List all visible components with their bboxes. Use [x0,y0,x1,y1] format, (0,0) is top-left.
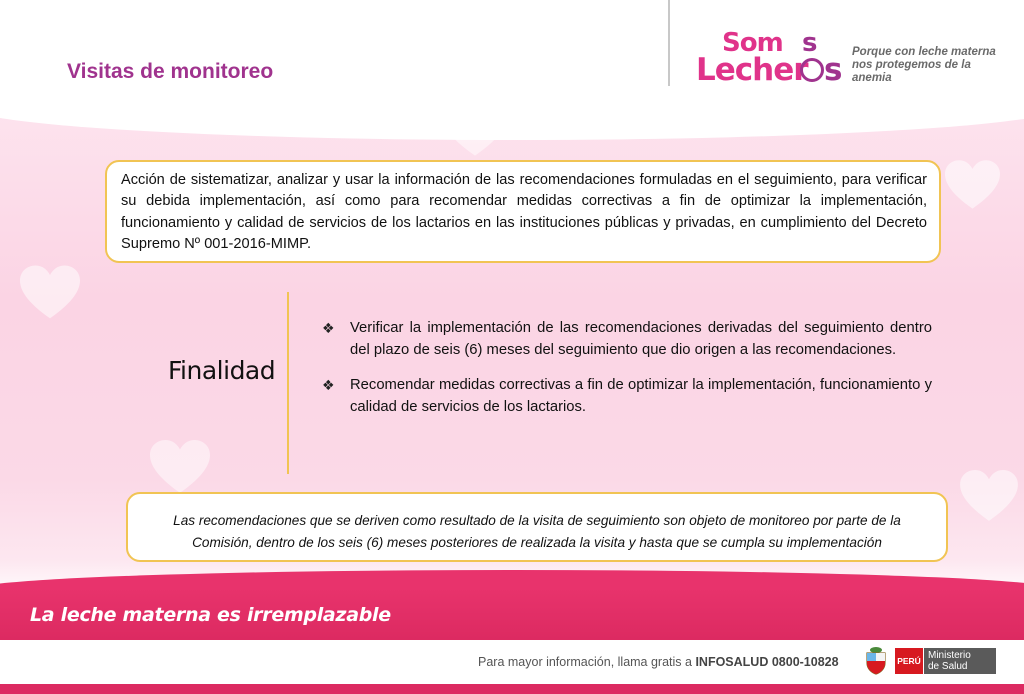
logo-word-lecheros: Lecher [696,52,808,88]
logo-word-som: Som [722,28,783,58]
baby-face-icon [800,58,824,82]
logo-tagline [852,46,1002,85]
logo-word-s2: s [824,52,843,88]
header-separator [668,0,670,86]
ministry-line1: Ministerio [928,650,971,661]
ministry-line2: de Salud [928,661,968,672]
slogan-text: La leche materna es irremplazable [30,604,391,626]
heart-decoration-icon [945,160,1000,210]
note-box [126,492,948,562]
list-item [322,375,932,418]
list-item-text: Recomendar medidas correctivas a fin de optimizar la implementación, funcionamiento y calidad de servicios de los lactarios. [350,377,932,415]
purpose-divider [287,292,289,474]
purpose-heading: Finalidad [168,356,276,385]
footer-bar [0,684,1024,694]
note-text: Las recomendaciones que se deriven como resultado de la visita de seguimiento son objeto de monitoreo por parte de la Comisión, dentro de los seis (6) meses posteriores de realizada la visita y hasta que se cumpla su implementación [173,513,901,550]
peru-label: PERÚ [895,648,923,674]
definition-text: Acción de sistematizar, analizar y usar la información de las recomendaciones formuladas en el seguimiento, para verificar su debida implementación, así como para recomendar medidas correctivas a fin de optimizar la implementación, funcionamiento y calidad de servicios de los lactarios en las instituciones públicas y privadas, en cumplimiento del Decreto Supremo Nº 001-2016-MIMP. [121,172,927,253]
logo-word-s: s [802,28,818,58]
coat-of-arms-icon [862,645,890,675]
purpose-list [322,318,932,432]
definition-box [105,160,941,263]
heart-decoration-icon [20,265,80,320]
somos-lecheros-logo [694,28,844,86]
page-title: Visitas de monitoreo [67,60,274,83]
diamond-bullet-icon: ❖ [322,377,335,394]
footer-info [478,655,839,669]
diamond-bullet-icon: ❖ [322,320,335,336]
logo-tagline-line2: nos protegemos de la anemia [852,59,971,84]
heart-decoration-icon [960,470,1018,522]
ministry-label [924,648,996,674]
footer-info-prefix: Para mayor información, llama gratis a [478,655,696,669]
infosalud-number: INFOSALUD 0800-10828 [695,655,839,669]
heart-decoration-icon [150,440,210,494]
logo-tagline-line1: Porque con leche materna [852,46,996,58]
list-item-text: Verificar la implementación de las recomendaciones derivadas del seguimiento dentro del plazo de seis (6) meses del seguimiento que dio origen a las recomendaciones. [350,320,932,358]
list-item [322,318,932,361]
